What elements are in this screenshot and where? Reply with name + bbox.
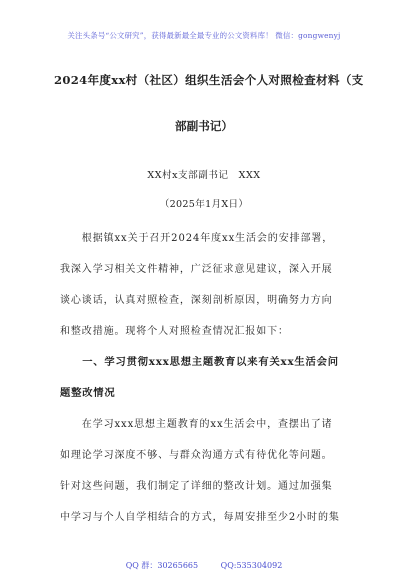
- section-line: 中学习与个人自学相结合的方式，每周安排至少2小时的集: [60, 512, 340, 523]
- section-heading-cont: 题整改情况: [60, 387, 116, 399]
- section-line: 在学习xxx思想主题教育的xx生活会中，查摆出了诸: [60, 419, 333, 430]
- section-line: 针对这些问题，我们制定了详细的整改计划。通过加强集: [60, 481, 333, 492]
- document-title-line-1: 2024年度xx村（社区）组织生活会个人对照检查材料（支: [54, 73, 364, 87]
- date-line: （2025年1月X日）: [159, 199, 249, 210]
- section-line: 如理论学习深度不够、与群众沟通方式有待优化等问题。: [60, 450, 333, 461]
- promo-banner: 关注头条号“公文研究”，获得最新最全最专业的公文资料库！ 微信：gongwenyj: [67, 31, 341, 40]
- qq-group: QQ 群：30265665: [125, 561, 199, 570]
- author-line: XX村x支部副书记 XXX: [147, 170, 261, 181]
- body-line: 谈心谈话，认真对照检查，深刻剖析原因，明确努力方向: [60, 295, 333, 306]
- section-heading: 一、学习贯彻xxx思想主题教育以来有关xx生活会问: [60, 356, 339, 368]
- document-title-line-2: 部副书记）: [175, 119, 233, 133]
- qq-number: QQ:535304092: [220, 561, 283, 570]
- body-line: 和整改措施。现将个人对照检查情况汇报如下：: [60, 326, 289, 337]
- body-line: 根据镇xx关于召开2024年度xx生活会的安排部署，: [60, 233, 334, 244]
- body-line: 我深入学习相关文件精神，广泛征求意见建议，深入开展: [60, 264, 333, 275]
- contact-footer: [0, 560, 408, 571]
